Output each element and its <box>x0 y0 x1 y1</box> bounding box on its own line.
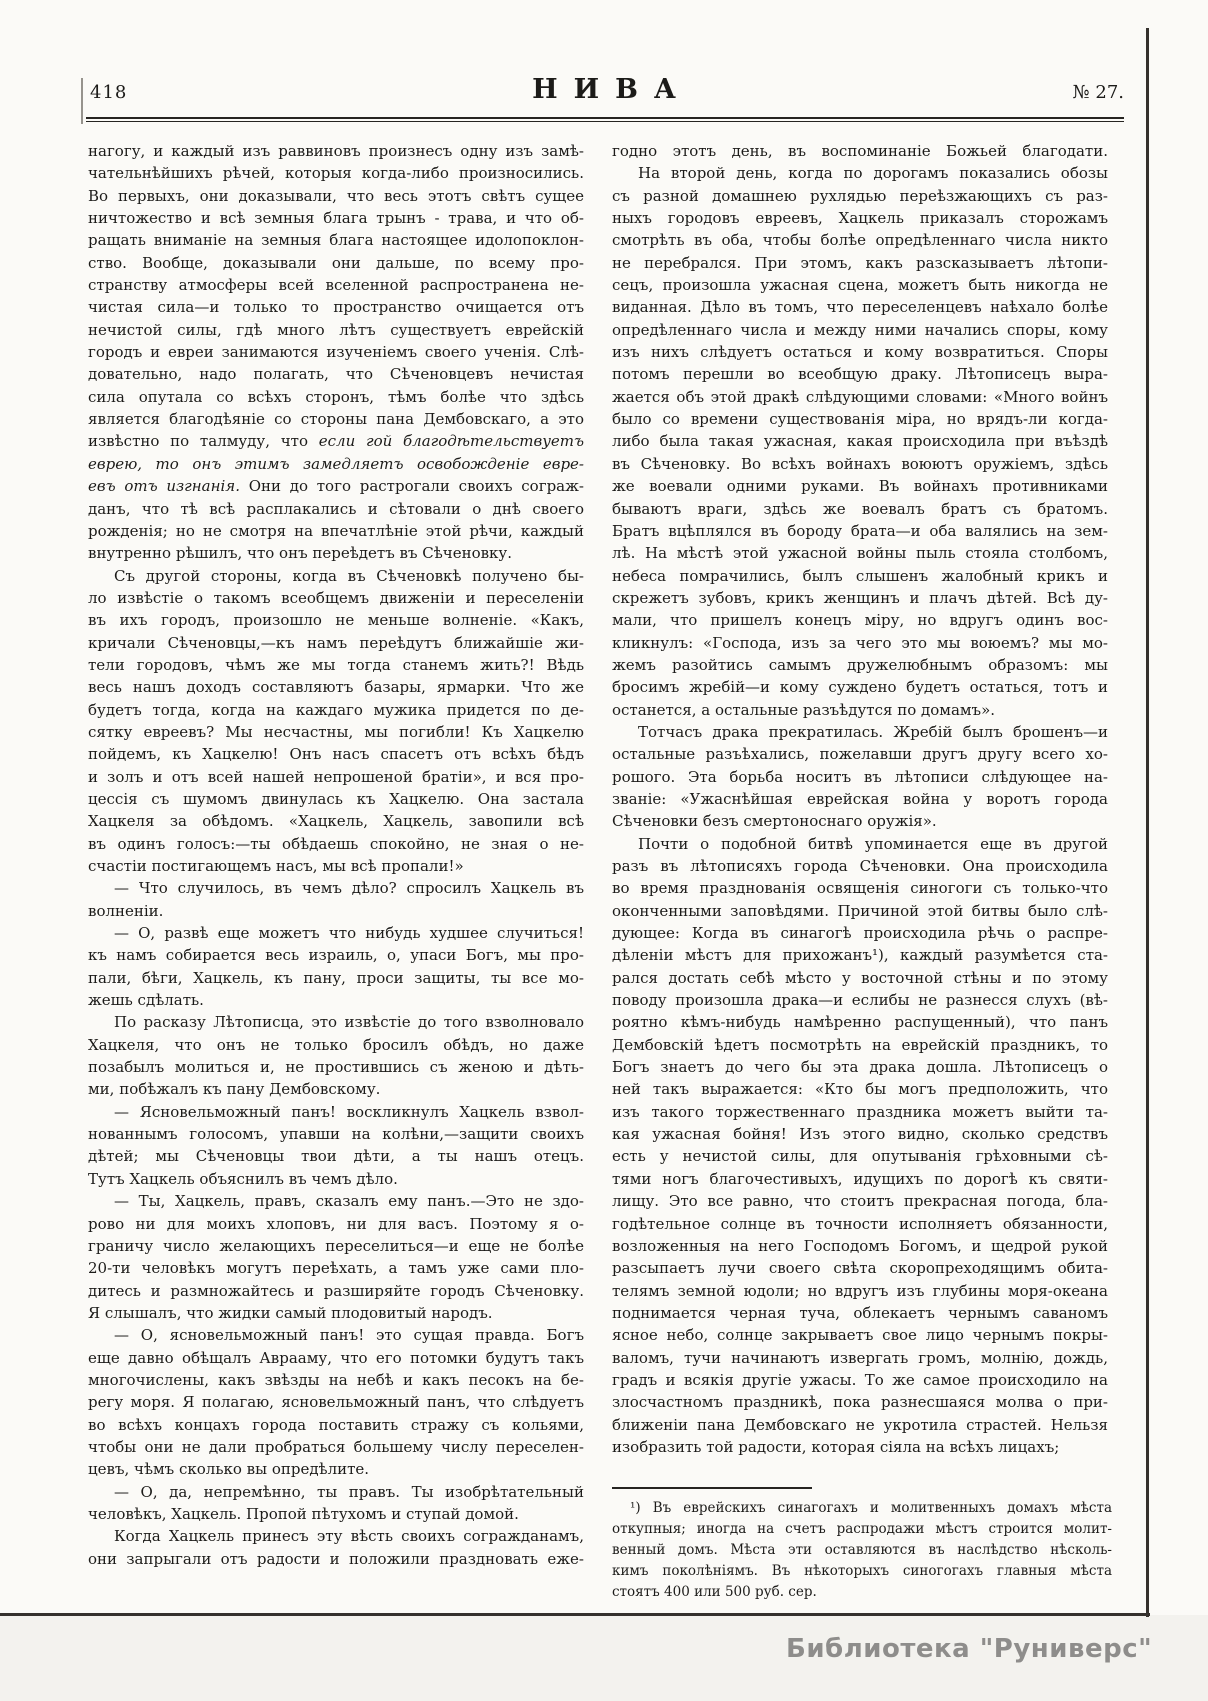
text-line: телямъ земной юдоли; но вдругъ изъ глубины моря-океана <box>612 1281 1108 1300</box>
text-line: жемъ разойтись самымъ дружелюбнымъ образомъ: мы <box>612 655 1108 674</box>
text-line: бываютъ враги, здѣсь же воевалъ братъ съ братомъ. <box>612 499 1108 518</box>
text-line: дѣтей; мы Сѣченовцы твои дѣти, а ты нашъ отецъ. <box>88 1147 584 1166</box>
text-line: во время празднованія освященія синогоги съ только-что <box>612 879 1108 898</box>
left-column <box>88 140 584 1570</box>
text-line: дѣленіи мѣстъ для прихожанъ¹), каждый разумѣется ста- <box>612 946 1108 965</box>
text-line: ¹) Въ еврейскихъ синагогахъ и молитвенныхъ домахъ мѣста <box>630 1500 1112 1516</box>
text-line: лѣ. На мѣстѣ этой ужасной войны пыль стояла столбомъ, <box>612 544 1108 563</box>
text-line: дующее: Когда въ синагогѣ происходила рѣчь о распре- <box>612 924 1108 943</box>
masthead-title: НИВА <box>532 74 692 105</box>
text-line: венный домъ. Мѣста эти оставляются въ наслѣдство нѣсколь- <box>612 1541 1112 1558</box>
text-line: волненіи. <box>88 901 164 920</box>
text-line: въ ихъ городъ, произошло не меньше волненіе. «Какъ, <box>88 611 584 630</box>
right-column <box>612 140 1108 1458</box>
text-line: Когда Хацкель принесъ эту вѣсть своихъ согражданамъ, <box>114 1527 584 1546</box>
text-line: ясное небо, солнце закрываетъ свое лицо чернымъ покры- <box>612 1326 1108 1345</box>
text-line: граничу число желающихъ переселиться—и еще не болѣе <box>88 1236 584 1255</box>
text-line: откупныя; иногда на счетъ распродажи мѣстъ строится молит- <box>612 1520 1112 1537</box>
text-line: не перебрался. При этомъ, какъ разсказываетъ лѣтопи- <box>612 253 1108 272</box>
text-line: поднимается черная туча, облекаетъ чернымъ саваномъ <box>612 1303 1108 1322</box>
text-line: нагогу, и каждый изъ раввиновъ произнесъ одну изъ замѣ- <box>88 142 584 160</box>
text-line: Тутъ Хацкель объяснилъ въ чемъ дѣло. <box>88 1169 398 1188</box>
text-line: изобразить той радости, которая сіяла на всѣхъ лицахъ; <box>612 1437 1060 1456</box>
text-line: возложенныя на него Господомъ Богомъ, и щедрой рукой <box>612 1236 1108 1255</box>
text-line: бросимъ жребій—и кому суждено будетъ остаться, тотъ и <box>612 678 1108 697</box>
text-line: рово ни для моихъ хлоповъ, ни для васъ. Поэтому я о- <box>88 1214 584 1233</box>
text-line: рался достать себѣ мѣсто у восточной стѣны и по этому <box>612 968 1108 987</box>
text-line: сила опутала со всѣхъ сторонъ, тѣмъ болѣе что здѣсь <box>88 387 584 406</box>
text-line: жается объ этой дракѣ слѣдующими словами: «Много войнъ <box>612 387 1108 406</box>
text-line: является благодѣяніе со стороны пана Дембовскаго, а это <box>88 410 584 429</box>
text-line: кая ужасная бойня! Изъ этого видно, сколько средствъ <box>612 1125 1108 1144</box>
text-line: регу моря. Я полагаю, ясновельможный панъ, что слѣдуетъ <box>88 1393 584 1412</box>
text-line: мали, что пришелъ конецъ міру, но вдругъ одинъ вос- <box>612 611 1108 630</box>
text-line: весь нашъ доходъ составляютъ базары, ярмарки. Что же <box>88 678 584 697</box>
text-line: Дембовскій ѣдетъ посмотрѣть на еврейскій праздникъ, то <box>612 1035 1108 1054</box>
text-line: небеса помрачились, былъ слышенъ жалобный крикъ и <box>612 566 1108 585</box>
text-line: же воевали одними руками. Въ войнахъ противниками <box>612 477 1108 496</box>
text-line: жешь сдѣлать. <box>88 991 204 1010</box>
text-line: роятно кѣмъ-нибудь намѣренно распущенный), что панъ <box>612 1013 1108 1032</box>
text-line: сецъ, произошла ужасная сцена, можетъ быть никогда не <box>612 276 1108 295</box>
library-watermark: Библиотека "Руниверс" <box>786 1634 1153 1664</box>
text-line: ство. Вообще, доказывали они дальше, по всему про- <box>88 253 584 272</box>
text-line: остальные разъѣхались, пожелавши другъ другу всего хо- <box>612 745 1108 764</box>
text-line: будетъ тогда, когда на каждаго мужика придется по де- <box>88 700 584 719</box>
text-line: чистая сила—и только то пространство очищается отъ <box>88 298 584 317</box>
text-line: изъ такого торжественнаго праздника можетъ выйти та- <box>612 1102 1108 1121</box>
text-line: странству атмосферы всей вселенной распространена не- <box>88 276 584 295</box>
text-line: тями ногъ благочестивыхъ, идущихъ по дорогѣ къ святи- <box>612 1169 1108 1188</box>
text-line: они запрыгали отъ радости и положили праздновать еже- <box>88 1549 584 1568</box>
text-line: ней такъ выражается: «Кто бы могъ предположить, что <box>612 1080 1108 1099</box>
text-line: кликнулъ: «Господа, изъ за чего это мы воюемъ? мы мо- <box>612 633 1108 652</box>
text-line: цессія съ шумомъ двинулась къ Хацкелю. Она застала <box>88 789 584 808</box>
text-line: чтобы они не дали пробраться большему числу переселен- <box>88 1437 584 1456</box>
text-line: разъ въ лѣтописяхъ города Сѣченовки. Она происходила <box>612 857 1108 875</box>
text-line: ращать вниманіе на земныя блага настоящее идолопоклон- <box>88 231 584 250</box>
scan-edge-left <box>81 78 83 124</box>
text-line: нечистой силы, гдѣ много лѣтъ существуетъ еврейскій <box>88 320 584 339</box>
text-line: человѣкъ, Хацкель. Пропой пѣтухомъ и ступай домой. <box>88 1504 519 1523</box>
text-line: Тотчасъ драка прекратилась. Жребій былъ брошенъ—и <box>638 722 1108 741</box>
text-line: ближеніи пана Дембовскаго не укротила страстей. Нельзя <box>612 1415 1108 1434</box>
text-line: поводу произошла драка—и еслибы не разнесся слухъ (вѣ- <box>612 991 1108 1010</box>
text-line: годно этотъ день, въ воспоминаніе Божьей благодати. <box>612 142 1108 160</box>
text-line: скрежетъ зубовъ, крикъ женщинъ и плачъ дѣтей. Всѣ ду- <box>612 588 1108 607</box>
header-rule <box>86 117 1124 122</box>
text-line: счастіи постигающемъ насъ, мы всѣ пропали!» <box>88 857 464 875</box>
text-line: довательно, надо полагать, что Сѣченовцевъ нечистая <box>88 365 584 384</box>
text-line: пали, бѣги, Хацкель, къ пану, проси защиты, ты все мо- <box>88 968 584 987</box>
text-line: сятку евреевъ? Мы несчастны, мы погибли! Къ Хацкелю <box>88 722 584 741</box>
text-line: годѣтельное солнце въ точности исполняетъ обязанности, <box>612 1214 1108 1233</box>
text-line: кимъ поколѣніямъ. Въ нѣкоторыхъ синогогахъ главныя мѣста <box>612 1562 1112 1579</box>
text-line: — Ясновельможный панъ! воскликнулъ Хацкель взвол- <box>114 1102 584 1121</box>
text-line: опредѣленнаго числа и между ними начались споры, кому <box>612 320 1108 339</box>
text-line: нованнымъ голосомъ, упавши на колѣни,—защити своихъ <box>88 1125 584 1144</box>
text-line: и золъ и отъ всей нашей непрошеной братіи», и вся про- <box>88 767 584 786</box>
text-line: Съ другой стороны, когда въ Сѣченовкѣ получено бы- <box>114 566 584 585</box>
text-line: разсыпаетъ лучи своего свѣта скоропреходящимъ обита- <box>612 1259 1108 1278</box>
text-line: въ одинъ голосъ:—ты обѣдаешь спокойно, не зная о не- <box>88 834 584 853</box>
text-line: Богъ знаетъ до чего бы эта драка дошла. Лѣтописецъ о <box>612 1058 1108 1077</box>
footnote-rule <box>612 1487 812 1489</box>
text-line: — О, ясновельможный панъ! это сущая правда. Богъ <box>114 1326 584 1345</box>
text-line: званіе: «Ужаснѣйшая еврейская война у воротъ города <box>612 789 1108 808</box>
text-line: Хацкеля за обѣдомъ. «Хацкель, Хацкель, завопили всѣ <box>88 812 584 831</box>
text-line: еще давно обѣщалъ Аврааму, что его потомки будутъ такъ <box>88 1348 584 1367</box>
text-line: По расказу Лѣтописца, это извѣстіе до того взволновало <box>114 1013 584 1032</box>
text-line: многочислены, какъ звѣзды на небѣ и какъ песокъ на бе- <box>88 1370 584 1389</box>
issue-number: № 27. <box>1072 82 1124 103</box>
text-line: Во первыхъ, они доказывали, что весь этотъ свѣтъ сущее <box>88 186 584 205</box>
text-line: злосчастномъ праздникѣ, пока разнесшаяся молва о при- <box>612 1393 1108 1412</box>
text-line: — Ты, Хацкель, правъ, сказалъ ему панъ.—Это не здо- <box>114 1192 584 1211</box>
text-line: — Что случилось, въ чемъ дѣло? спросилъ Хацкель въ <box>114 879 584 898</box>
text-line: рожденія; но не смотря на впечатлѣніе этой рѣчи, каждый <box>88 521 584 540</box>
text-line: было со времени существованія міра, но врядъ-ли когда- <box>612 410 1108 429</box>
text-line: смотрѣть въ оба, чтобы болѣе опредѣленнаго числа никто <box>612 231 1108 250</box>
text-line: еврею, то онъ этимъ замедляетъ освобожденіе евре- <box>88 454 584 473</box>
text-line: лищу. Это все равно, что стоитъ прекрасная погода, бла- <box>612 1192 1108 1211</box>
text-line: либо была такая ужасная, какая происходила при въѣздѣ <box>612 432 1108 451</box>
text-line: въ Сѣченовку. Во всѣхъ войнахъ воюютъ оружіемъ, здѣсь <box>612 454 1108 473</box>
text-line: во всѣхъ концахъ города поставить стражу съ кольями, <box>88 1415 584 1434</box>
text-line: — О, развѣ еще можетъ что нибудь худшее случиться! <box>114 924 584 943</box>
text-line: Братъ вцѣплялся въ бороду брата—и оба валялись на зем- <box>612 521 1108 540</box>
text-line: ныхъ городовъ евреевъ, Хацкель приказалъ сторожамъ <box>612 209 1108 228</box>
text-line: стоятъ 400 или 500 руб. сер. <box>612 1583 817 1600</box>
text-line: ми, побѣжалъ къ пану Дембовскому. <box>88 1080 381 1099</box>
text-line: На второй день, когда по дорогамъ показались обозы <box>638 164 1108 183</box>
scan-edge-right <box>1146 28 1149 1617</box>
text-line: извѣстно по талмуду, что если гой благодѣтельствуетъ <box>88 432 584 451</box>
text-line: съ разной домашнею рухлядью переѣзжающихъ съ раз- <box>612 186 1108 205</box>
text-line: рошого. Эта борьба носитъ въ лѣтописи слѣдующее на- <box>612 767 1108 786</box>
text-line: Хацкеля, что онъ не только бросилъ обѣдъ, но даже <box>88 1035 584 1054</box>
text-line: дитесь и размножайтесь и разширяйте городъ Сѣченовку. <box>88 1281 584 1300</box>
text-line: внутренно рѣшилъ, что онъ переѣдетъ въ Сѣченовку. <box>88 544 513 563</box>
text-line: Сѣченовки безъ смертоноснаго оружія». <box>612 812 937 831</box>
text-line: потомъ перешли во всеобщую драку. Лѣтописецъ выра- <box>612 365 1108 384</box>
text-line: ло извѣстіе о такомъ всеобщемъ движеніи и переселеніи <box>88 588 584 607</box>
text-line: къ намъ собирается весь израиль, о, упаси Богъ, мы про- <box>88 946 584 965</box>
text-line: кричали Сѣченовцы,—къ намъ переѣдутъ ближайшіе жи- <box>88 633 584 652</box>
text-line: городъ и евреи занимаются изученіемъ своего ученія. Слѣ- <box>88 343 584 362</box>
text-line: Почти о подобной битвѣ упоминается еще въ другой <box>638 834 1108 853</box>
text-line: оконченными заповѣдями. Причиной этой битвы было слѣ- <box>612 901 1108 920</box>
text-line: изъ нихъ слѣдуетъ остаться и кому возвратиться. Споры <box>612 343 1108 362</box>
text-line: градъ и всякія другіе ужасы. То же самое происходило на <box>612 1370 1108 1389</box>
text-line: тели городовъ, чѣмъ же мы тогда станемъ жить?! Вѣдь <box>88 655 584 674</box>
text-line: Я слышалъ, что жидки самый плодовитый народъ. <box>88 1303 493 1322</box>
text-line: пойдемъ, къ Хацкелю! Онъ насъ спасетъ отъ всѣхъ бѣдъ <box>88 745 584 764</box>
text-line: евъ отъ изгнанія. Они до того растрогали своихъ сограж- <box>88 477 584 496</box>
text-line: виданная. Дѣло въ томъ, что переселенцевъ наѣхало болѣе <box>612 298 1108 317</box>
text-line: ничтожество и всѣ земныя блага трынъ - трава, и что об- <box>88 209 584 228</box>
text-line: цевъ, чѣмъ сколько вы опредѣлите. <box>88 1460 370 1479</box>
footnote <box>612 1498 1112 1602</box>
text-line: — О, да, непремѣнно, ты правъ. Ты изобрѣтательный <box>114 1482 584 1501</box>
text-line: есть у нечистой силы, для опутыванія грѣховными сѣ- <box>612 1147 1108 1166</box>
text-line: чательнѣйшихъ рѣчей, которыя когда-либо произносились. <box>88 164 584 183</box>
text-line: останется, а остальные разъѣдутся по домамъ». <box>612 700 996 719</box>
text-line: позабылъ молиться и, не простившись съ женою и дѣть- <box>88 1058 584 1077</box>
text-line: 20-ти человѣкъ могутъ переѣхать, а тамъ уже сами пло- <box>88 1259 584 1278</box>
page-number: 418 <box>90 82 128 103</box>
text-line: валомъ, тучи начинаютъ извергать громъ, молнію, дождь, <box>612 1348 1108 1367</box>
text-line: данъ, что тѣ всѣ расплакались и сѣтовали о днѣ своего <box>88 499 584 518</box>
scan-edge-bottom <box>0 1613 1150 1616</box>
